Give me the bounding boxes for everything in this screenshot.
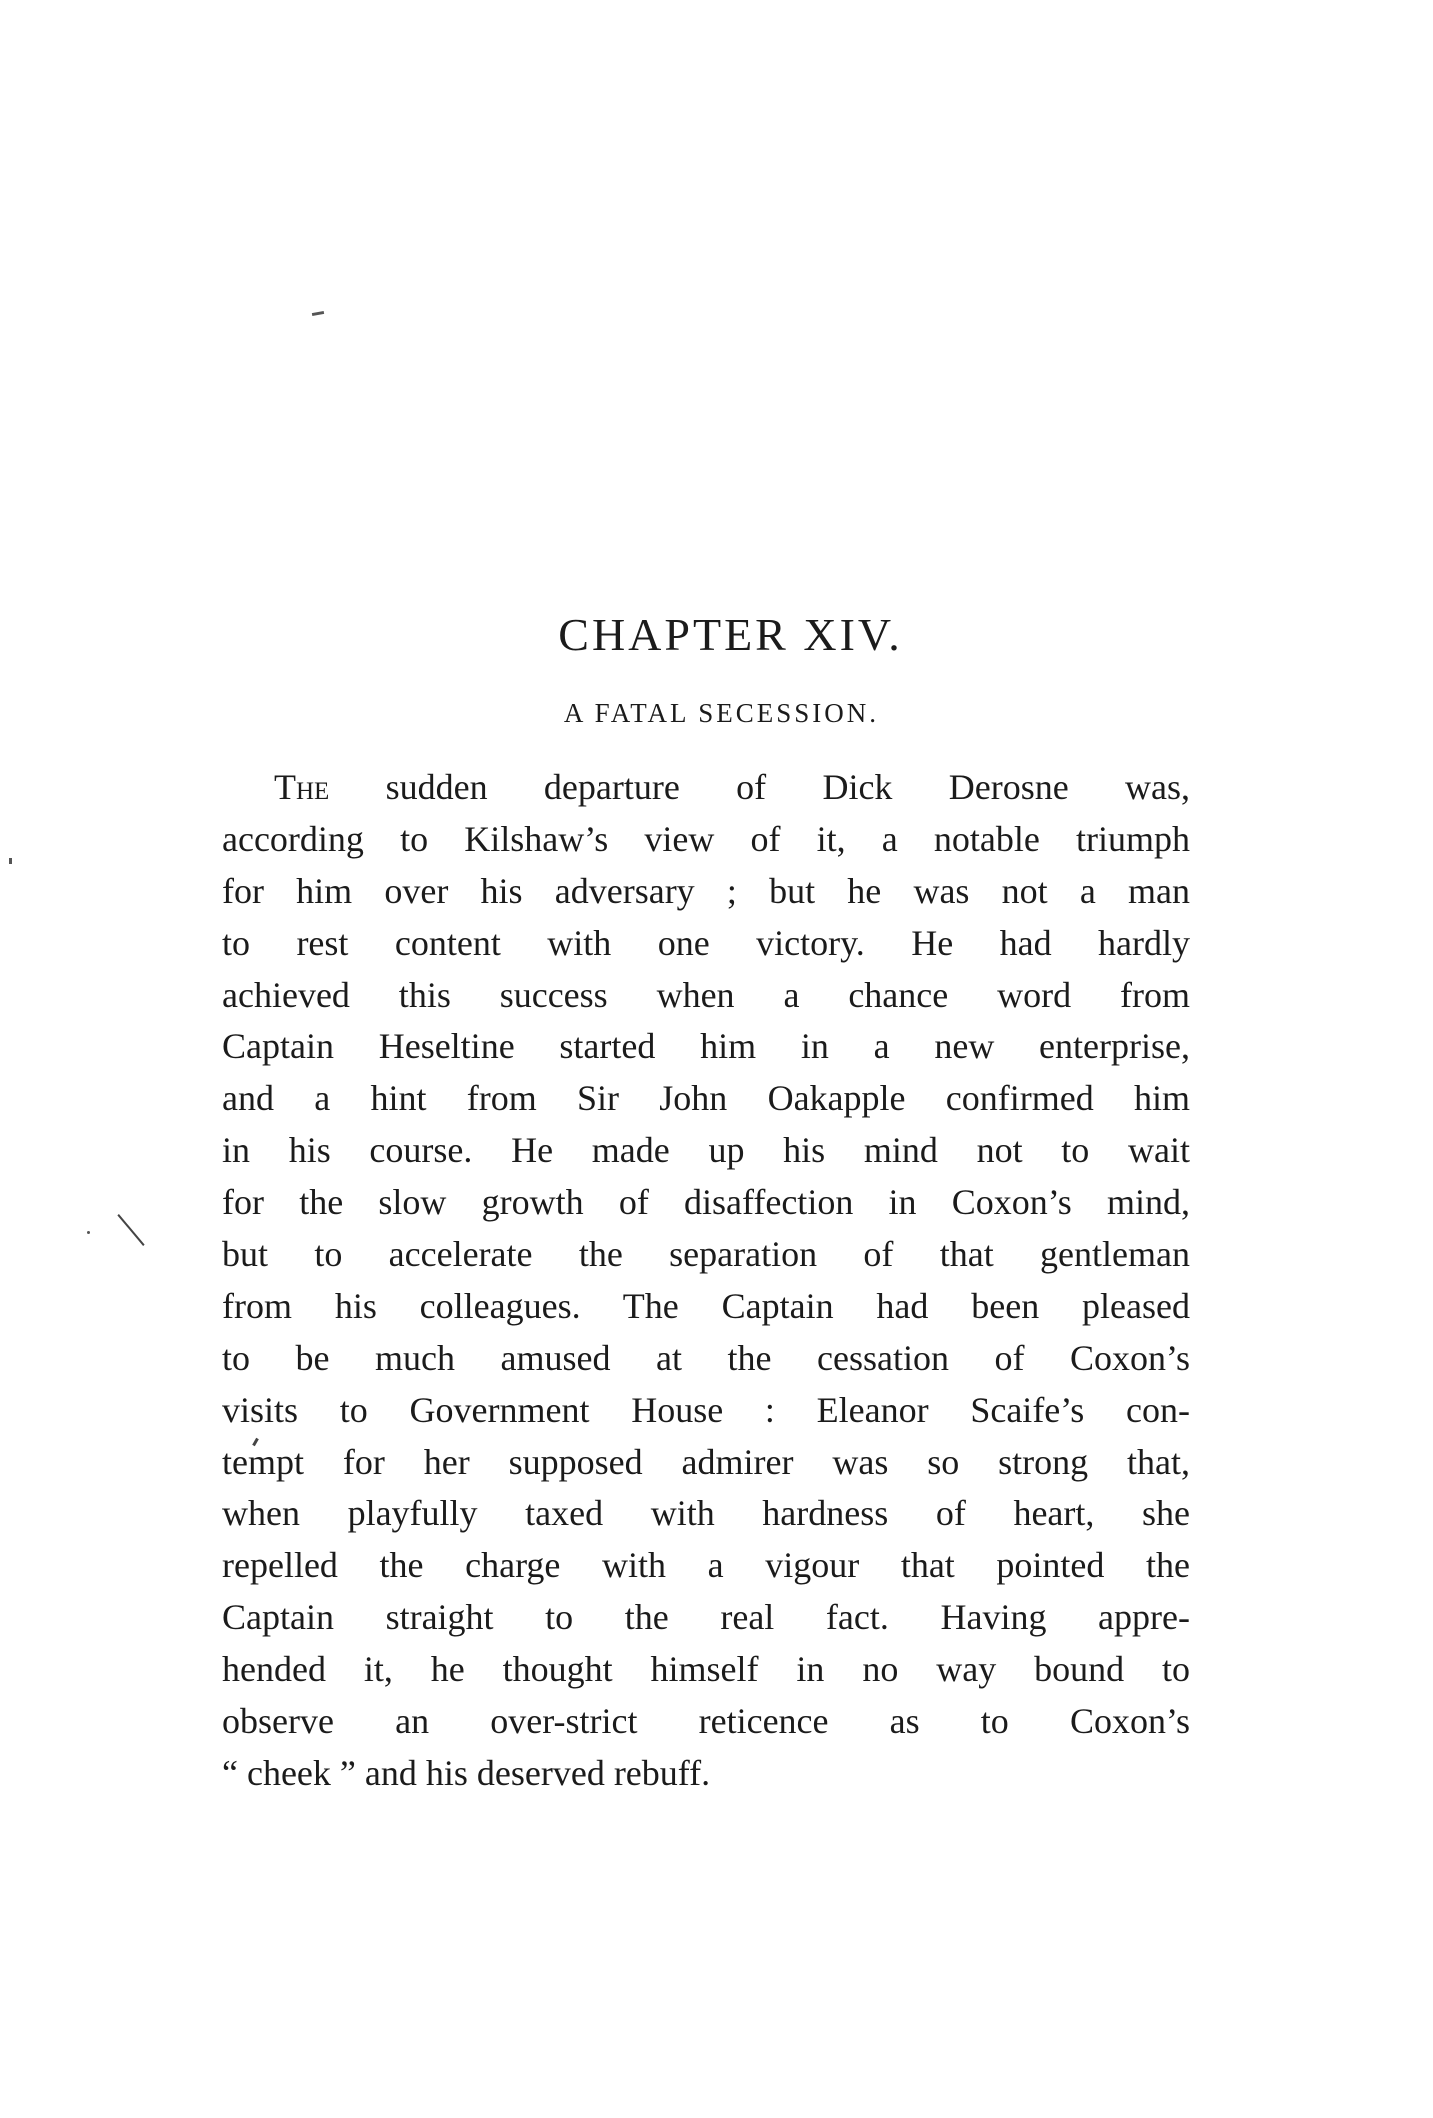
scan-speck bbox=[117, 1214, 144, 1246]
chapter-heading: CHAPTER XIV. bbox=[558, 609, 903, 660]
text-line: for him over his adversary ; but he was not a man bbox=[222, 870, 1190, 911]
text-line: achieved this success when a chance word from bbox=[222, 974, 1190, 1015]
text-line: Captain straight to the real fact. Having appre- bbox=[222, 1597, 1190, 1638]
scan-speck bbox=[9, 858, 12, 864]
text-line: to be much amused at the cessation of Coxon’s bbox=[222, 1337, 1190, 1378]
text-line: Captain Heseltine started him in a new enterprise, bbox=[222, 1026, 1190, 1067]
text-line: hended it, he thought himself in no way bound to bbox=[222, 1649, 1190, 1690]
text-line: when playfully taxed with hardness of heart, she bbox=[222, 1493, 1190, 1534]
body-paragraph bbox=[222, 762, 1190, 1800]
text-line: “ cheek ” and his deserved rebuff. bbox=[222, 1752, 711, 1793]
text-line: visits to Government House : Eleanor Scaife’s con- bbox=[222, 1389, 1190, 1430]
text-line: The sudden departure of Dick Derosne was, bbox=[274, 767, 1190, 807]
text-line: repelled the charge with a vigour that pointed the bbox=[222, 1545, 1190, 1586]
text-line: in his course. He made up his mind not to wait bbox=[222, 1130, 1190, 1171]
text-line: and a hint from Sir John Oakapple confirmed him bbox=[222, 1078, 1190, 1119]
text-line: for the slow growth of disaffection in Coxon’s mind, bbox=[222, 1182, 1190, 1223]
text-line: to rest content with one victory. He had hardly bbox=[222, 922, 1190, 963]
scan-speck bbox=[87, 1231, 90, 1234]
chapter-subheading: A FATAL SECESSION. bbox=[563, 698, 880, 728]
text-line: but to accelerate the separation of that gentleman bbox=[222, 1234, 1190, 1275]
text-line: according to Kilshaw’s view of it, a notable triumph bbox=[222, 818, 1190, 859]
text-line: tempt for her supposed admirer was so strong that, bbox=[222, 1441, 1190, 1482]
text-line: observe an over-strict reticence as to Coxon’s bbox=[222, 1701, 1190, 1742]
text-line: from his colleagues. The Captain had been pleased bbox=[222, 1285, 1190, 1326]
scan-speck bbox=[312, 311, 324, 316]
opening-word: The bbox=[274, 767, 330, 807]
